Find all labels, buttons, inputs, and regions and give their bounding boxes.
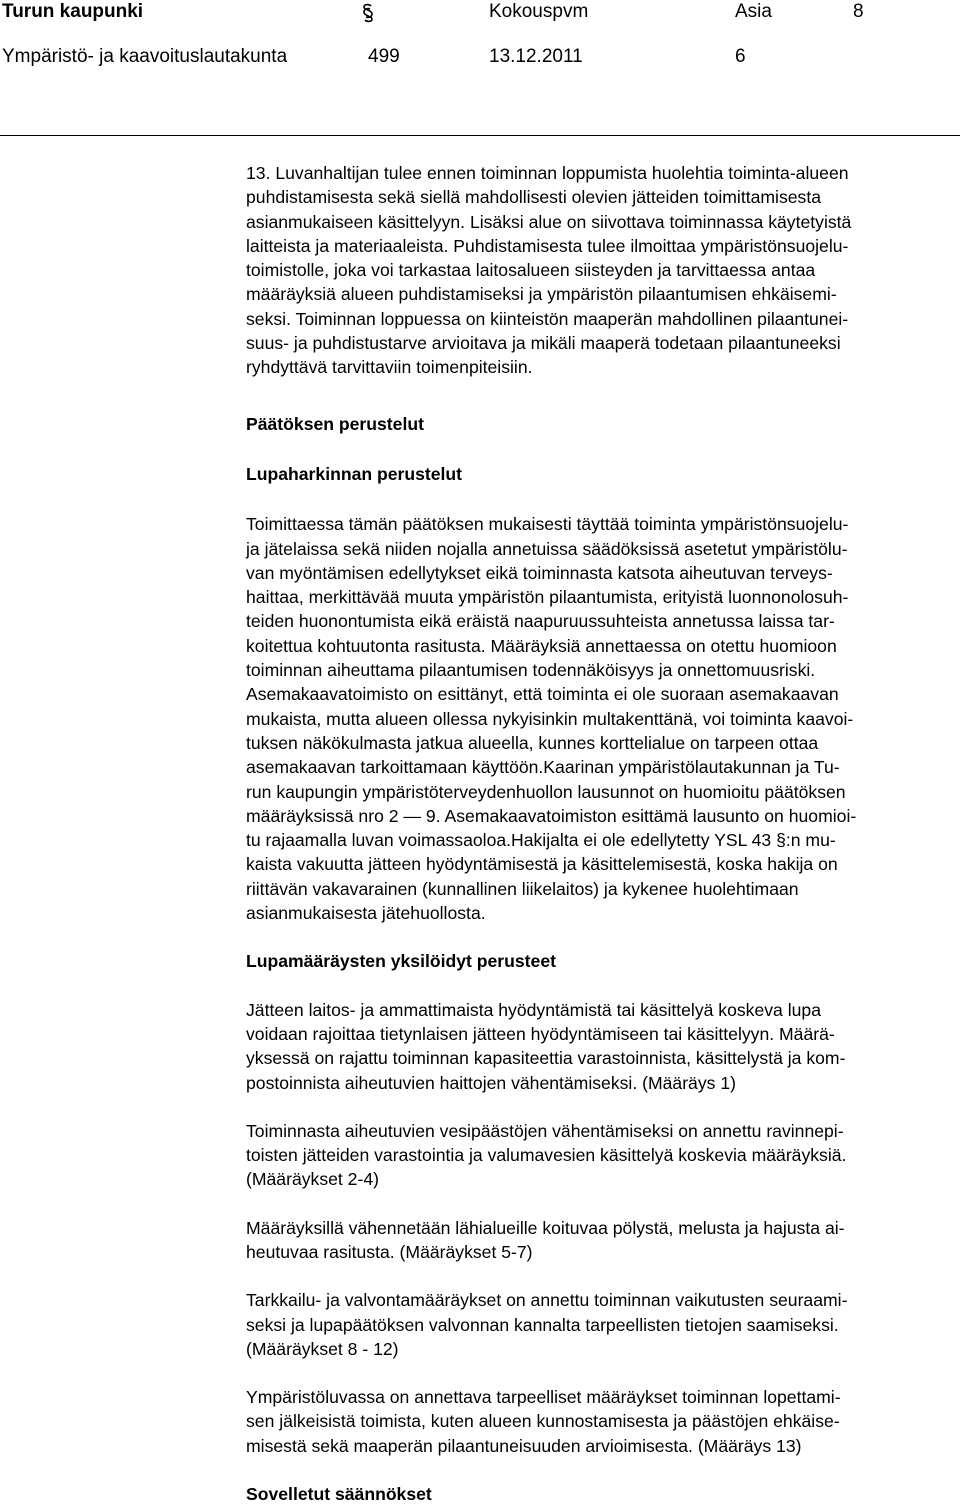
page-number: 8: [853, 1, 864, 22]
case-number: 499: [368, 46, 400, 67]
heading-specific-grounds: Lupamääräysten yksilöidyt perusteet: [246, 951, 556, 972]
document-body: [246, 161, 952, 1506]
paragraph-regulations-2-4: Toiminnasta aiheutuvien vesipäästöjen vähentämiseksi on annettu ravinnepi- toisten jätteiden varastointia ja valumavesien käsittelyä koskevia määräyksiä. (Määräykset 2-4): [246, 1120, 847, 1190]
section-sign-icon: [360, 3, 376, 23]
item-label: Asia: [735, 1, 772, 22]
meeting-date: 13.12.2011: [489, 46, 583, 67]
organization-name: Turun kaupunki: [2, 1, 144, 22]
paragraph-regulations-8-12: Tarkkailu- ja valvontamääräykset on annettu toiminnan vaikutusten seuraami- seksi ja lupapäätöksen valvonnan kannalta tarpeellisten tietojen saamiseksi. (Määräykset 8 - 12): [246, 1290, 848, 1359]
heading-permit-grounds: Lupaharkinnan perustelut: [246, 463, 463, 484]
heading-decision-grounds: Päätöksen perustelut: [246, 413, 424, 434]
board-name: Ympäristö- ja kaavoituslautakunta: [2, 46, 288, 67]
document-header: [0, 0, 960, 136]
item-number: 6: [735, 46, 746, 67]
heading-applied-provisions: Sovelletut säännökset: [246, 1484, 432, 1505]
paragraph-condition-13: 13. Luvanhaltijan tulee ennen toiminnan loppumista huolehtia toiminta-alueen puhdistamisesta sekä siellä mahdollisesti olevien jätteiden toimittamisesta asianmukaiseen käsittelyyn. Lisäksi alue on siivottava toiminnassa käytetyistä laitteista ja materiaaleista. Puhdistamisesta tulee ilmoittaa ympäristönsuojelu- toimistolle, joka voi tarkastaa laitosalueen siisteyden ja tarvittaessa antaa määräyksiä alueen puhdistamiseksi ja ympäristön pilaantumisen ehkäisemi- seksi. Toiminnan loppuessa on kiinteistön maaperän mahdollinen pilaantunei- suus- ja puhdistustarve arvioitava ja mikäli maaperä todetaan pilaantuneeksi ryhdyttävä tarvittaviin toimenpiteisiin.: [246, 163, 852, 378]
meeting-date-label: Kokouspvm: [489, 1, 589, 22]
paragraph-regulations-5-7: Määräyksillä vähennetään lähialueille koituvaa pölystä, melusta ja hajusta ai- heutuvaa rasitusta. (Määräykset 5-7): [246, 1217, 845, 1262]
header-row-2: [0, 45, 960, 75]
paragraph-regulation-13: Ympäristöluvassa on annettava tarpeelliset määräykset toiminnan lopettami- sen jälkeisistä toimista, kuten alueen kunnostamisesta ja päästöjen ehkäise- misestä sekä maaperän pilaantuneisuuden arvioimisesta. (Määräys 13): [246, 1387, 841, 1456]
paragraph-permit-grounds: Toimittaessa tämän päätöksen mukaisesti täyttää toiminta ympäristönsuojelu- ja jätelaissa sekä niiden nojalla annetuissa säädöksissä asetetut ympäristölu- van myöntämisen edellytykset eikä toiminnasta katsota aiheutuvan terveys- haittaa, merkittävää muuta ympäristön pilaantumista, erityistä luonnonolosuh- teiden huonontumista eikä eräistä naapuruussuhteista annetussa laissa tar- koitettua kohtuutonta rasitusta. Määräyksiä annettaessa on otettu huomioon toiminnan aiheuttama pilaantumisen todennäköisyys ja onnettomuusriski. Asemakaavatoimisto on esittänyt, että toiminta ei ole suoraan asemakaavan mukaista, mutta alueen ollessa nykyisinkin multakenttänä, voi toiminta kaavoi- tuksen näkökulmasta jatkua alueella, kunnes korttelialue on tarpeen ottaa asemakaavan tarkoittamaan käyttöön.Kaarinan ympäristölautakunnan ja Tu- run kaupungin ympäristöterveydenhuollon lausunnot on huomioitu päätöksen määräyksissä nro 2 — 9. Asemakaavatoimiston esittämä lausunto on huomioi- tu rajaamalla luvan voimassaoloa.Hakijalta ei ole edellytetty YSL 43 §:n mu- kaista vakuutta jätteen hyödyntämisestä ja käsittelemisestä, koska hakija on riittävän vakavarainen (kunnallinen liikelaitos) ja kykenee huolehtimaan asianmukaisesta jätehuollosta.: [246, 514, 857, 924]
paragraph-regulation-1: Jätteen laitos- ja ammattimaista hyödyntämistä tai käsittelyä koskeva lupa voidaan rajoittaa tietynlaisen jätteen hyödyntämiseen tai käsittelyyn. Määrä- yksessä on rajattu toiminnan kapasiteettia varastoinnista, käsittelystä ja kom- postoinnista aiheutuvien haittojen vähentämiseksi. (Määräys 1): [246, 999, 846, 1093]
header-row-1: [0, 0, 960, 30]
